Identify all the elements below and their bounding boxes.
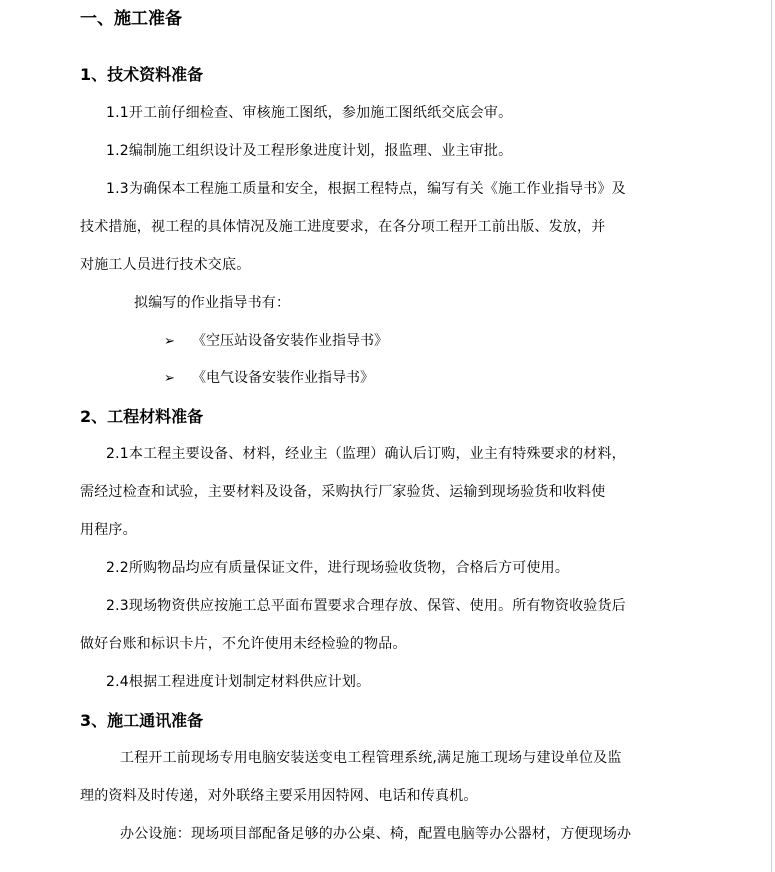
page-edge-line — [771, 0, 772, 872]
section-3-title: 3、施工通讯准备 — [80, 711, 204, 730]
section-3-paragraph-2-line-1: 办公设施：现场项目部配备足够的办公桌、椅，配置电脑等办公器材，方便现场办 — [120, 826, 632, 842]
section-2-paragraph-2-3-line-2: 做好台账和标识卡片，不允许使用未经检验的物品。 — [80, 636, 407, 652]
arrow-bullet-icon: ➢ — [164, 334, 175, 349]
section-2-paragraph-2-1-line-2: 需经过检查和试验，主要材料及设备，采购执行厂家验货、运输到现场验货和收料使 — [80, 484, 606, 500]
section-1-title: 1、技术资料准备 — [80, 65, 204, 84]
section-1-paragraph-1-1: 1.1开工前仔细检查、审核施工图纸，参加施工图纸纸交底会审。 — [106, 105, 513, 121]
section-2-paragraph-2-2: 2.2所购物品均应有质量保证文件，进行现场验收货物，合格后方可使用。 — [106, 560, 570, 576]
section-2-paragraph-2-1-line-1: 2.1本工程主要设备、材料，经业主（监理）确认后订购，业主有特殊要求的材料， — [106, 446, 626, 462]
section-3-paragraph-1-line-2: 理的资料及时传递，对外联络主要采用因特网、电话和传真机。 — [80, 788, 478, 804]
guide-list-item — [164, 368, 374, 389]
main-heading: 一、施工准备 — [80, 9, 182, 29]
section-1-paragraph-1-3-line-1: 1.3为确保本工程施工质量和安全，根据工程特点，编写有关《施工作业指导书》及 — [106, 181, 626, 197]
guide-list-item-text: 《空压站设备安装作业指导书》 — [192, 333, 388, 349]
section-1-paragraph-1-3-line-3: 对施工人员进行技术交底。 — [80, 257, 251, 273]
section-2-paragraph-2-4: 2.4根据工程进度计划制定材料供应计划。 — [106, 674, 371, 690]
section-3-paragraph-1-line-1: 工程开工前现场专用电脑安装送变电工程管理系统,满足施工现场与建设单位及监 — [120, 750, 622, 766]
guide-list-item-text: 《电气设备安装作业指导书》 — [192, 370, 374, 386]
section-2-paragraph-2-1-line-3: 用程序。 — [80, 522, 137, 538]
section-2-title: 2、工程材料准备 — [80, 407, 204, 426]
section-1-paragraph-1-2: 1.2编制施工组织设计及工程形象进度计划，报监理、业主审批。 — [106, 143, 513, 159]
guide-list-intro: 拟编写的作业指导书有： — [134, 295, 291, 311]
section-2-paragraph-2-3-line-1: 2.3现场物资供应按施工总平面布置要求合理存放、保管、使用。所有物资收验货后 — [106, 598, 626, 614]
arrow-bullet-icon: ➢ — [164, 371, 175, 386]
guide-list-item — [164, 331, 388, 352]
section-1-paragraph-1-3-line-2: 技术措施，视工程的具体情况及施工进度要求，在各分项工程开工前出版、发放，并 — [80, 219, 606, 235]
